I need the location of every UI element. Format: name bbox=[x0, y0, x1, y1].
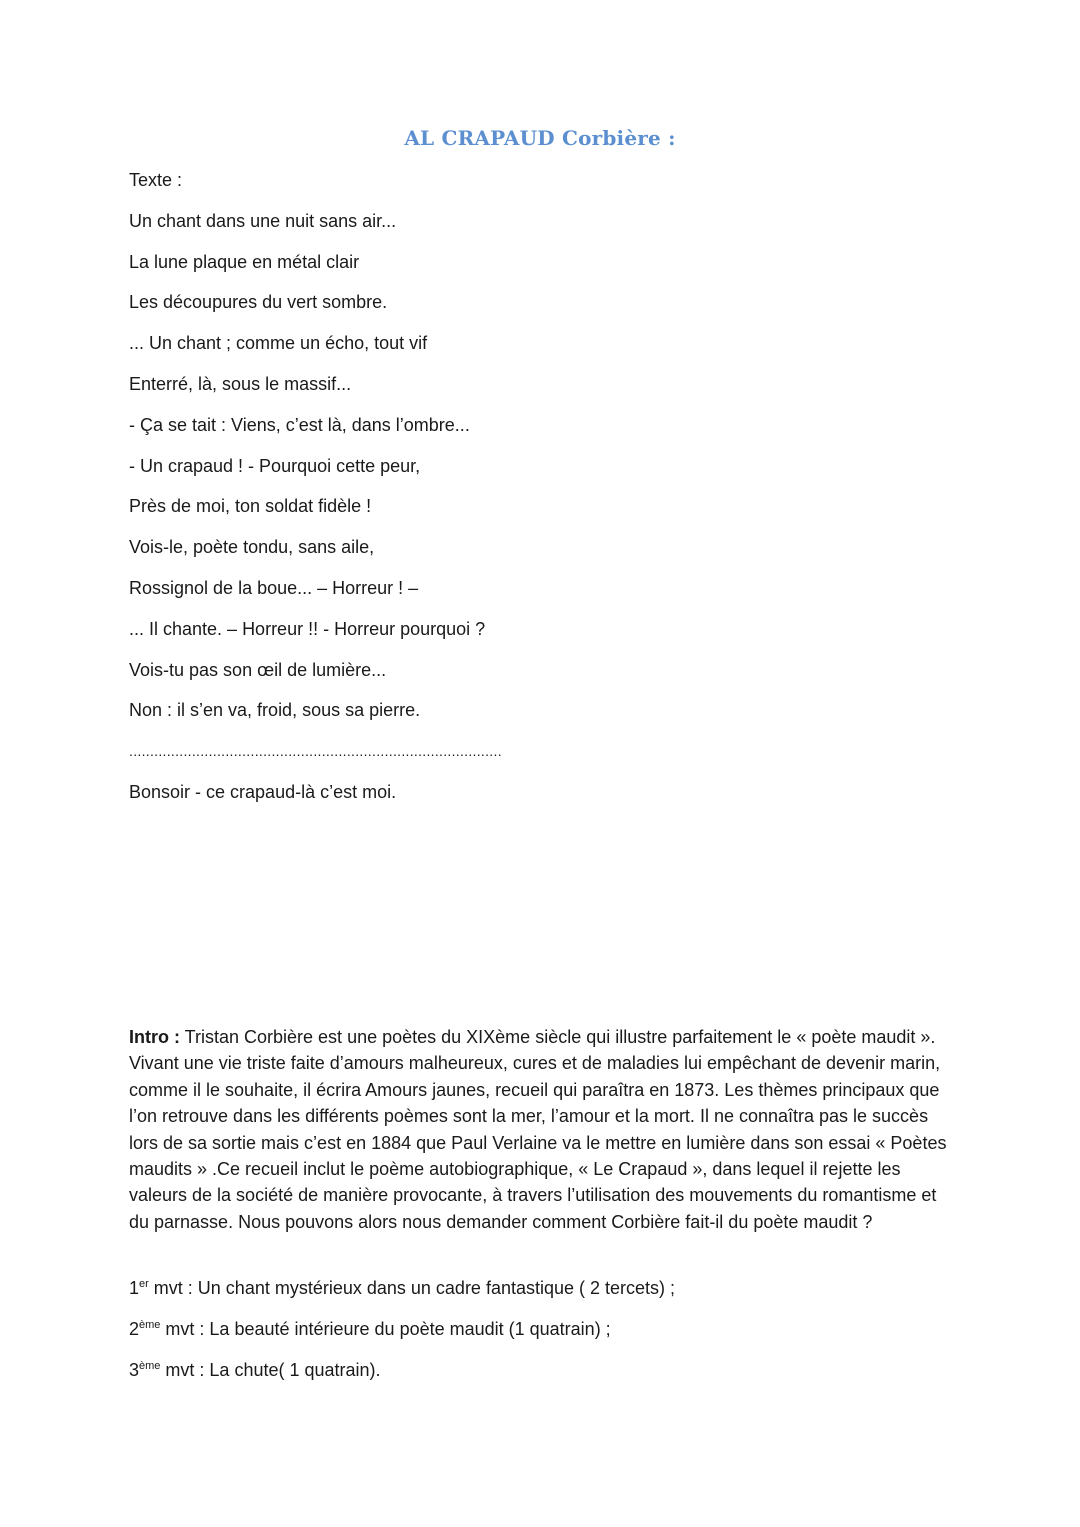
poem-line: Les découpures du vert sombre. bbox=[129, 292, 388, 313]
poem-line: Enterré, là, sous le massif... bbox=[129, 373, 352, 394]
poem-line: - Ça se tait : Viens, c’est là, dans l’ombre... bbox=[129, 414, 470, 435]
poem-separator: ......................................................................................... bbox=[129, 743, 502, 760]
poem-line: - Un crapaud ! - Pourquoi cette peur, bbox=[129, 455, 421, 476]
movement-item bbox=[129, 1316, 959, 1357]
poem-heading: Texte : bbox=[129, 170, 183, 190]
poem-line: Bonsoir - ce crapaud-là c’est moi. bbox=[129, 781, 397, 802]
movement-number: 1 bbox=[129, 1278, 140, 1298]
poem-line: Vois-le, poète tondu, sans aile, bbox=[129, 537, 375, 558]
page-title: AL CRAPAUD Corbière : bbox=[404, 126, 676, 150]
poem-line: Rossignol de la boue... – Horreur ! – bbox=[129, 577, 419, 598]
movement-number: 2 bbox=[129, 1318, 140, 1339]
movement-number: 3 bbox=[129, 1359, 140, 1380]
poem-line: La lune plaque en métal clair bbox=[129, 251, 360, 272]
movements-list bbox=[129, 1275, 959, 1397]
movement-item bbox=[129, 1357, 959, 1398]
movement-item bbox=[129, 1275, 959, 1316]
poem-line: ... Un chant ; comme un écho, tout vif bbox=[129, 333, 428, 354]
intro-label: Intro : bbox=[129, 1027, 180, 1047]
poem-line: ... Il chante. – Horreur !! - Horreur pourquoi ? bbox=[129, 618, 486, 639]
movement-text: mvt : La beauté intérieure du poète maudit (1 quatrain) ; bbox=[160, 1318, 611, 1339]
movement-text: mvt : La chute( 1 quatrain). bbox=[160, 1359, 381, 1380]
movement-ordinal: ème bbox=[139, 1318, 161, 1331]
movement-ordinal: ème bbox=[139, 1359, 161, 1372]
poem-block bbox=[129, 167, 929, 820]
intro-text: Tristan Corbière est une poètes du XIXème siècle qui illustre parfaitement le « poète maudit ». Vivant une vie triste faite d’amours malheureux, cures et de maladies lui empêchant de devenir marin, comme il le souhaite, il écrira Amours jaunes, recueil qui paraîtra en 1873. Les thèmes principaux que l’on retrouve dans les différents poèmes sont la mer, l’amour et la mort. Il ne connaîtra pas le succès lors de sa sortie mais c’est en 1884 que Paul Verlaine va le mettre en lumière dans son essai « Poètes maudits » .Ce recueil inclut le poème autobiographique, « Le Crapaud », dans lequel il rejette les valeurs de la société de manière provocante, à travers l’utilisation des mouvements du romantisme et du parnasse. Nous pouvons alors nous demander comment Corbière fait-il du poète maudit ? bbox=[129, 1027, 947, 1232]
poem-line: Non : il s’en va, froid, sous sa pierre. bbox=[129, 700, 421, 721]
movement-ordinal: er bbox=[139, 1278, 149, 1290]
poem-line: Près de moi, ton soldat fidèle ! bbox=[129, 496, 372, 517]
poem-line: Vois-tu pas son œil de lumière... bbox=[129, 659, 387, 680]
poem-line: Un chant dans une nuit sans air... bbox=[129, 210, 397, 231]
movement-text: mvt : Un chant mystérieux dans un cadre fantastique ( 2 tercets) ; bbox=[148, 1278, 676, 1298]
intro-paragraph bbox=[129, 1024, 959, 1235]
